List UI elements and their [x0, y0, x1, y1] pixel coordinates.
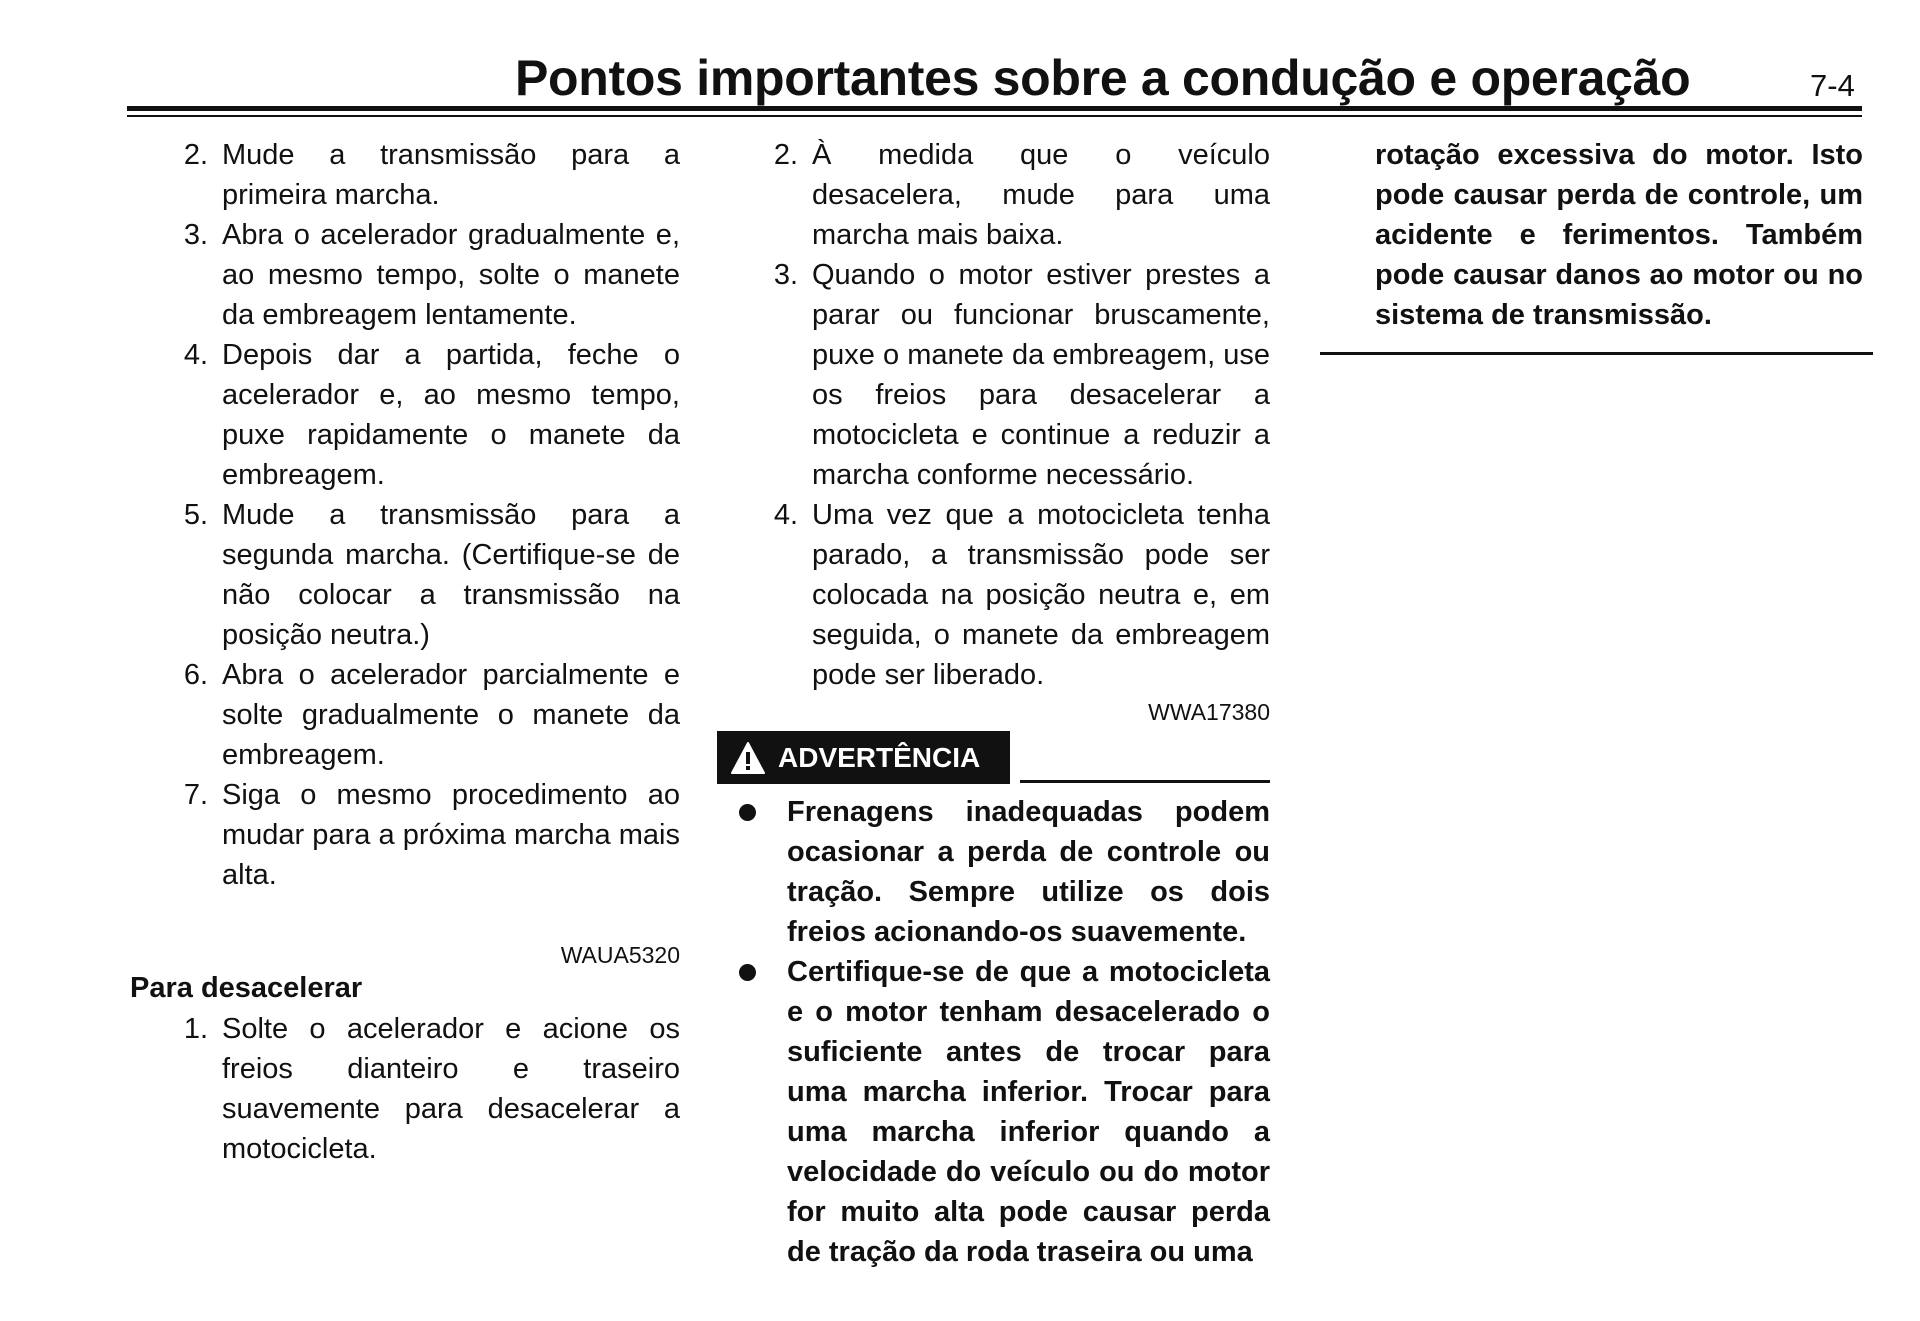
step-text: À medida que o veículo desacelera, mude para uma marcha mais baixa.	[812, 139, 1270, 251]
list-item	[130, 655, 680, 775]
list-item	[130, 495, 680, 655]
step-number: 1.	[183, 1013, 208, 1045]
page-number: 7-4	[1810, 68, 1855, 103]
list-item	[130, 775, 680, 895]
step-text: Mude a transmissão para a primeira marcha.	[222, 139, 680, 211]
section-code: WAUA5320	[560, 942, 680, 968]
warning-continuation: rotação excessiva do motor. Isto pode causar perda de controle, um acidente e ferimentos. Também pode causar danos ao motor ou no sistema de transmissão.	[1375, 139, 1863, 331]
list-item	[130, 335, 680, 495]
section-heading: Para desacelerar	[130, 972, 363, 1004]
list-item	[720, 255, 1270, 495]
step-number: 5.	[183, 499, 208, 531]
list-item	[720, 792, 1270, 952]
step-text: Depois dar a partida, feche o acelerador e, ao mesmo tempo, puxe rapidamente o manete da embreagem.	[222, 339, 680, 491]
list-item	[130, 135, 680, 215]
warning-text: Certifique-se de que a motocicleta e o motor tenham desacelerado o suficiente antes de trocar para uma marcha inferior. Trocar para uma marcha inferior quando a velocidade do veículo ou do motor for muito alta pode causar perda de tração da roda traseira ou uma	[787, 956, 1270, 1268]
step-number: 3.	[183, 219, 208, 251]
page-title: Pontos importantes sobre a condução e operação	[515, 50, 1691, 106]
step-text: Siga o mesmo procedimento ao mudar para a próxima marcha mais alta.	[222, 779, 680, 891]
step-number: 4.	[183, 339, 208, 371]
warning-code: WWA17380	[1148, 699, 1270, 725]
step-text: Uma vez que a motocicleta tenha parado, a transmissão pode ser colocada na posição neutra e, em seguida, o manete da embreagem pode ser liberado.	[812, 499, 1270, 691]
warning-bullet-list	[720, 792, 1270, 1272]
step-list	[130, 135, 680, 895]
column-2	[720, 135, 1270, 1272]
step-number: 6.	[183, 659, 208, 691]
warning-label-box	[717, 731, 1010, 784]
bullet-icon	[720, 952, 787, 992]
step-number: 4.	[773, 499, 798, 531]
step-number: 2.	[183, 139, 208, 171]
list-item	[720, 495, 1270, 695]
step-text: Solte o acelerador e acione os freios dianteiro e traseiro suavemente para desacelerar a motocicleta.	[222, 1013, 680, 1165]
step-text: Abra o acelerador gradualmente e, ao mesmo tempo, solte o manete da embreagem lentamente.	[222, 219, 680, 331]
step-number: 3.	[773, 259, 798, 291]
warning-triangle-icon	[730, 741, 766, 775]
header-rule-thick	[127, 106, 1862, 111]
warning-header-rule	[1020, 780, 1270, 783]
header-rule-thin	[127, 115, 1862, 117]
step-text: Mude a transmissão para a segunda marcha. (Certifique-se de não colocar a transmissão na posição neutra.)	[222, 499, 680, 651]
section-step-list	[130, 1009, 680, 1169]
warning-label: ADVERTÊNCIA	[778, 741, 981, 773]
step-number: 7.	[183, 779, 208, 811]
warning-end-rule	[1320, 352, 1873, 355]
column-1	[130, 135, 680, 1169]
step-text: Abra o acelerador parcialmente e solte gradualmente o manete da embreagem.	[222, 659, 680, 771]
step-list	[720, 135, 1270, 695]
step-text: Quando o motor estiver prestes a parar ou funcionar bruscamente, puxe o manete da embreagem, use os freios para desacelerar a motocicleta e continue a reduzir a marcha conforme necessário.	[812, 259, 1270, 491]
list-item	[130, 215, 680, 335]
column-3	[1375, 135, 1863, 355]
list-item	[720, 135, 1270, 255]
list-item	[720, 952, 1270, 1272]
list-item	[130, 1009, 680, 1169]
step-number: 2.	[773, 139, 798, 171]
bullet-icon	[720, 792, 787, 832]
warning-text: Frenagens inadequadas podem ocasionar a perda de controle ou tração. Sempre utilize os dois freios acionando-os suavemente.	[787, 796, 1270, 948]
warning-header	[717, 731, 1270, 784]
